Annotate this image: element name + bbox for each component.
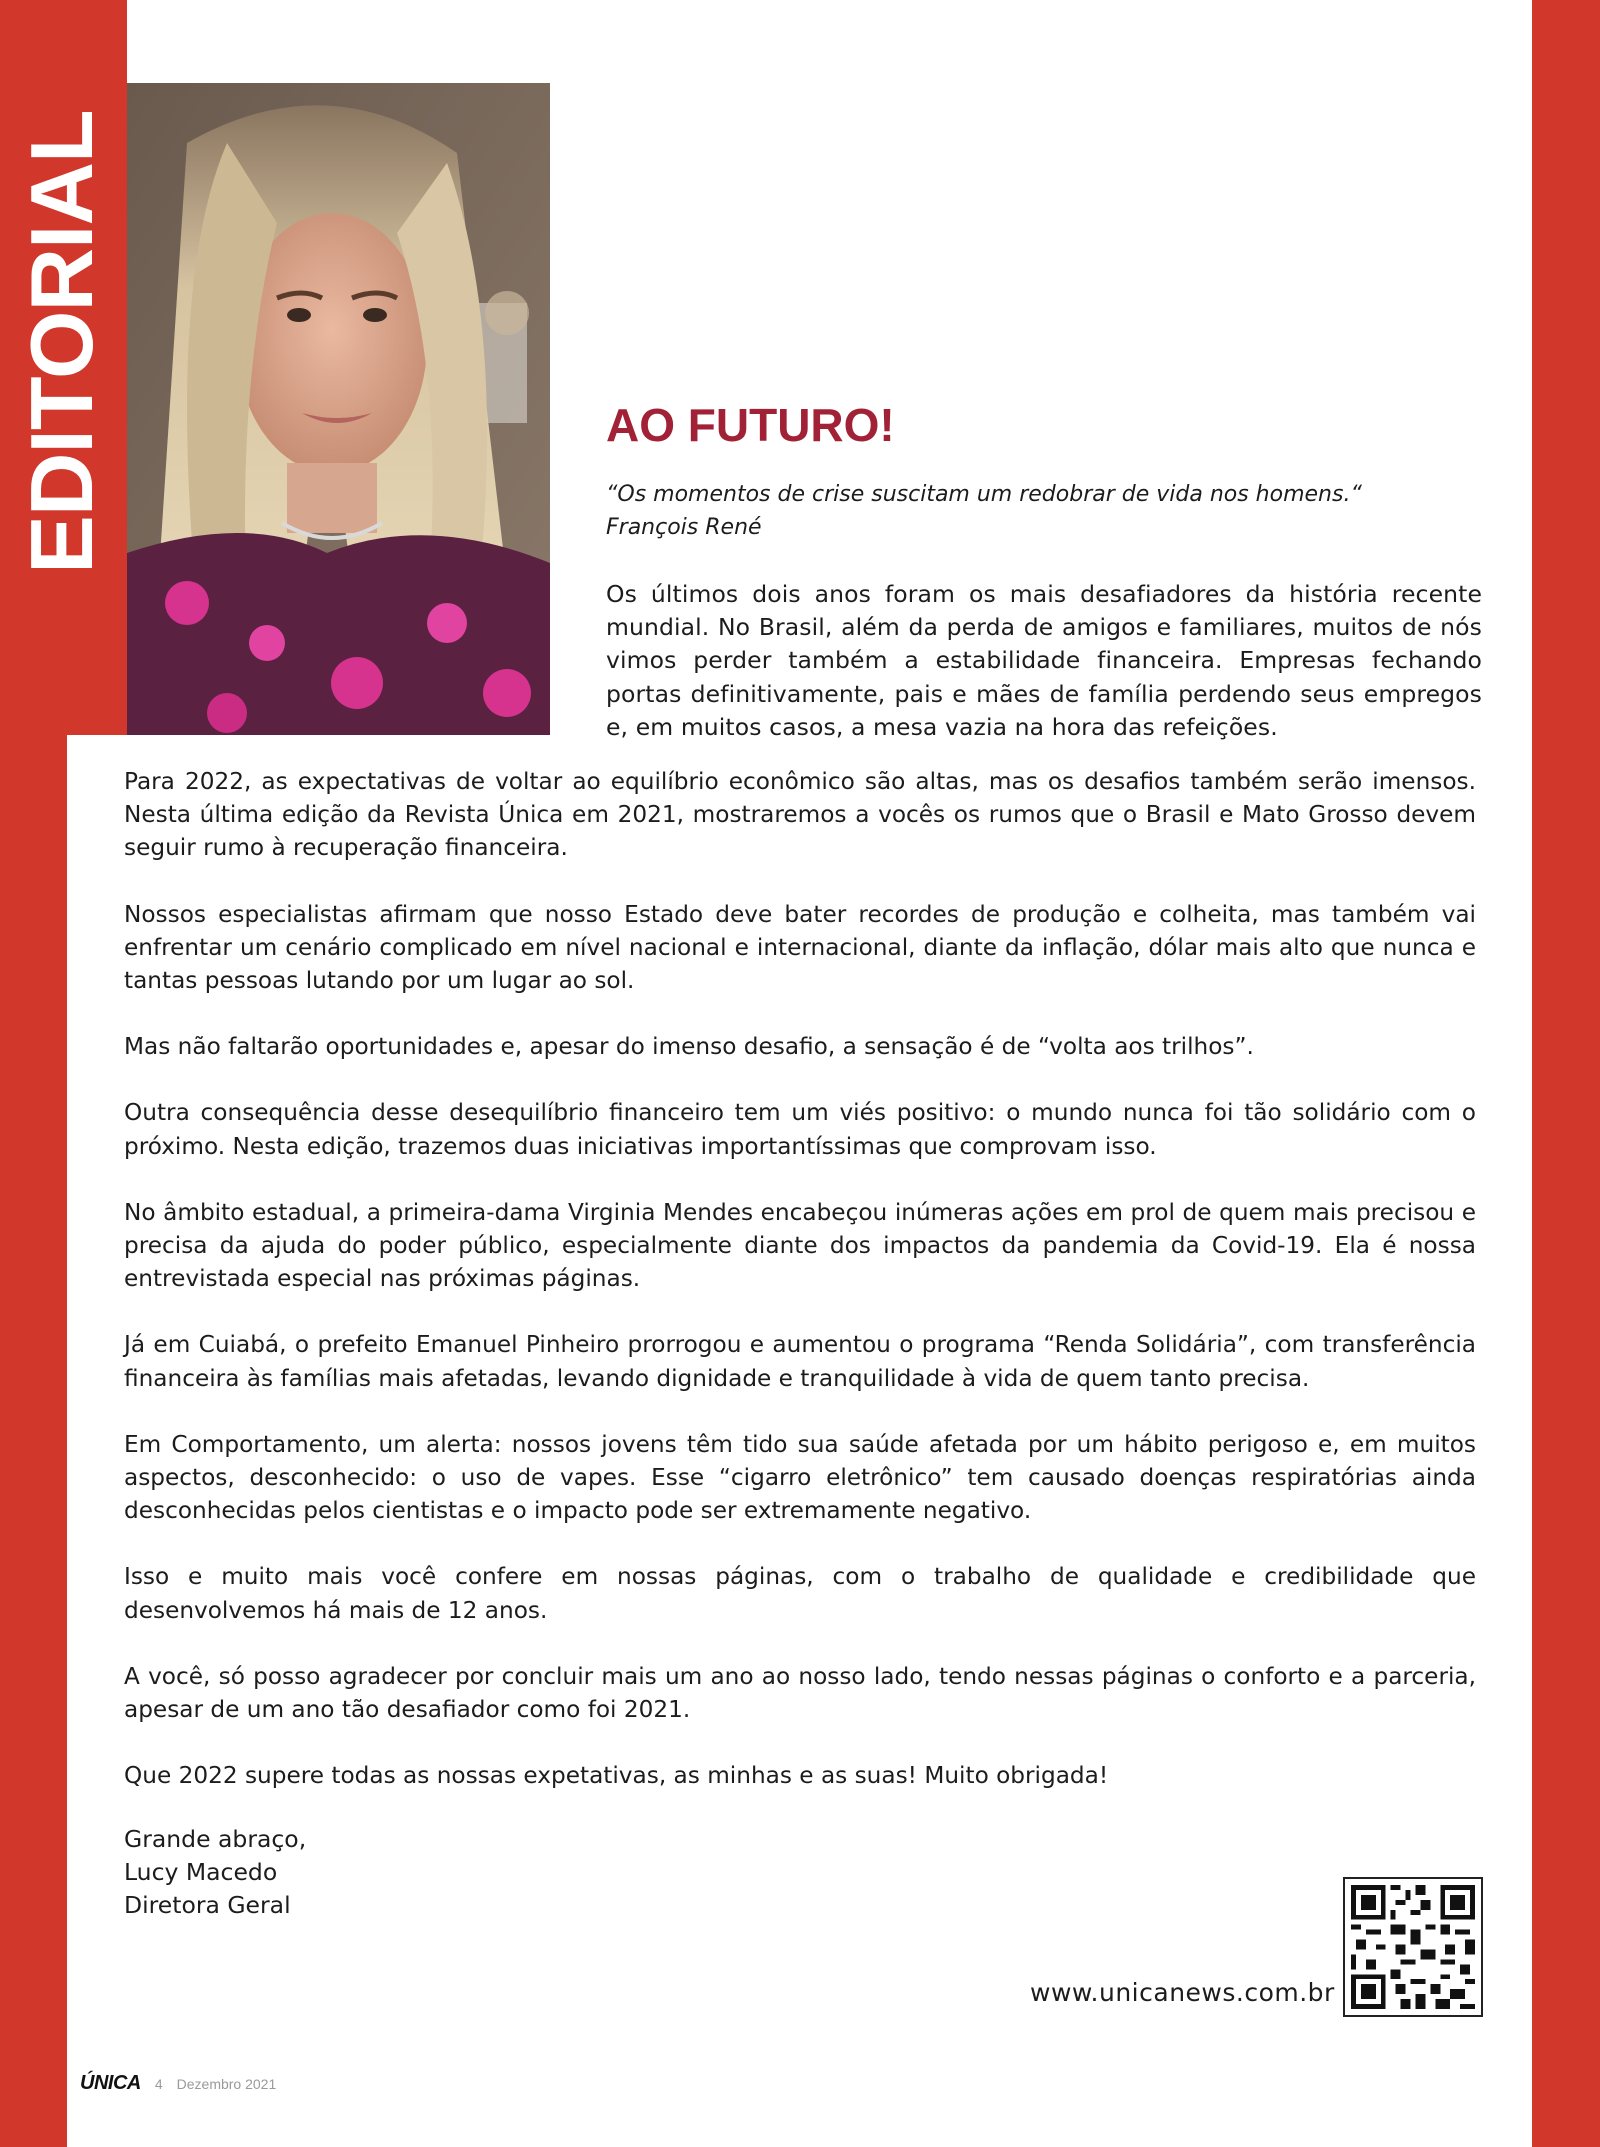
qr-code-icon[interactable] [1343, 1877, 1483, 2017]
body-paragraph: A você, só posso agradecer por concluir mais um ano ao nosso lado, tendo nessas páginas o conforto e a parceria, apesar de um ano tão desafiador como foi 2021. [124, 1662, 1476, 1724]
body-paragraph: Já em Cuiabá, o prefeito Emanuel Pinheiro prorrogou e aumentou o programa “Renda Solidária”, com transferência financeira às famílias mais afetadas, levando dignidade e tranquilidade à vida de quem tanto precisa. [124, 1331, 1476, 1392]
signature-role: Diretora Geral [124, 1891, 291, 1920]
section-label-text: EDITORIAL [12, 110, 111, 574]
epigraph-author: François René [606, 515, 762, 540]
website-link[interactable]: www.unicanews.com.br [1030, 1978, 1335, 2007]
page-footer [80, 2072, 276, 2096]
intro-paragraph: Os últimos dois anos foram os mais desafiadores da história recente mundial. No Brasil, além da perda de amigos e familiares, muitos de nós vimos perder também a estabilidade financeira. Empresas fechando portas definitivamente, pais e mães de família perdendo seus empregos e, em muitos casos, a mesa vazia na hora das refeições. [606, 580, 1482, 741]
body-paragraph: No âmbito estadual, a primeira-dama Virginia Mendes encabeçou inúmeras ações em prol de quem mais precisou e precisa da ajuda do poder público, especialmente diante dos impactos da pandemia da Covid-19. Ela é nossa entrevistada especial nas próximas páginas. [124, 1198, 1476, 1293]
body-paragraph: Outra consequência desse desequilíbrio financeiro tem um viés positivo: o mundo nunca foi tão solidário com o próximo. Nesta edição, trazemos duas iniciativas importantíssimas que comprovam isso. [124, 1099, 1476, 1160]
magazine-logo: ÚNICA [80, 2072, 141, 2094]
article-body [124, 765, 1476, 1825]
epigraph-text: “Os momentos de crise suscitam um redobrar de vida nos homens.“ [606, 482, 1362, 507]
author-portrait-photo [127, 83, 550, 735]
body-paragraph: Nossos especialistas afirmam que nosso Estado deve bater recordes de produção e colheita, mas também vai enfrentar um cenário complicado em nível nacional e internacional, diante da inflação, dólar mais alto que nunca e tantas pessoas lutando por um lugar ao sol. [124, 900, 1476, 995]
body-paragraph: Mas não faltarão oportunidades e, apesar do imenso desafio, a sensação é de “volta aos trilhos”. [124, 1033, 1254, 1061]
issue-date: Dezembro 2021 [176, 2076, 277, 2092]
section-label [0, 0, 127, 735]
right-red-border [1532, 0, 1600, 2147]
body-paragraph: Isso e muito mais você confere em nossas páginas, com o trabalho de qualidade e credibilidade que desenvolvemos há mais de 12 anos. [124, 1563, 1476, 1624]
page-number: 4 [154, 2076, 163, 2092]
signature-block [124, 1823, 306, 1923]
signature-closing: Grande abraço, [124, 1825, 307, 1853]
body-paragraph: Para 2022, as expectativas de voltar ao equilíbrio econômico são altas, mas os desafios também serão imensos. Nesta última edição da Revista Única em 2021, mostraremos a vocês os rumos que o Brasil e Mato Grosso devem seguir rumo à recuperação financeira. [124, 768, 1476, 862]
body-paragraph: Que 2022 supere todas as nossas expetativas, as minhas e as suas! Muito obrigada! [124, 1762, 1109, 1790]
epigraph [606, 478, 1486, 544]
signature-name: Lucy Macedo [124, 1858, 278, 1887]
body-paragraph: Em Comportamento, um alerta: nossos jovens têm tido sua saúde afetada por um hábito perigoso e, em muitos aspectos, desconhecido: o uso de vapes. Esse “cigarro eletrônico” tem causado doenças respiratórias ainda desconhecidas pelos cientistas e o impacto pode ser extremamente negativo. [124, 1430, 1476, 1525]
headline: AO FUTURO! [606, 399, 895, 451]
